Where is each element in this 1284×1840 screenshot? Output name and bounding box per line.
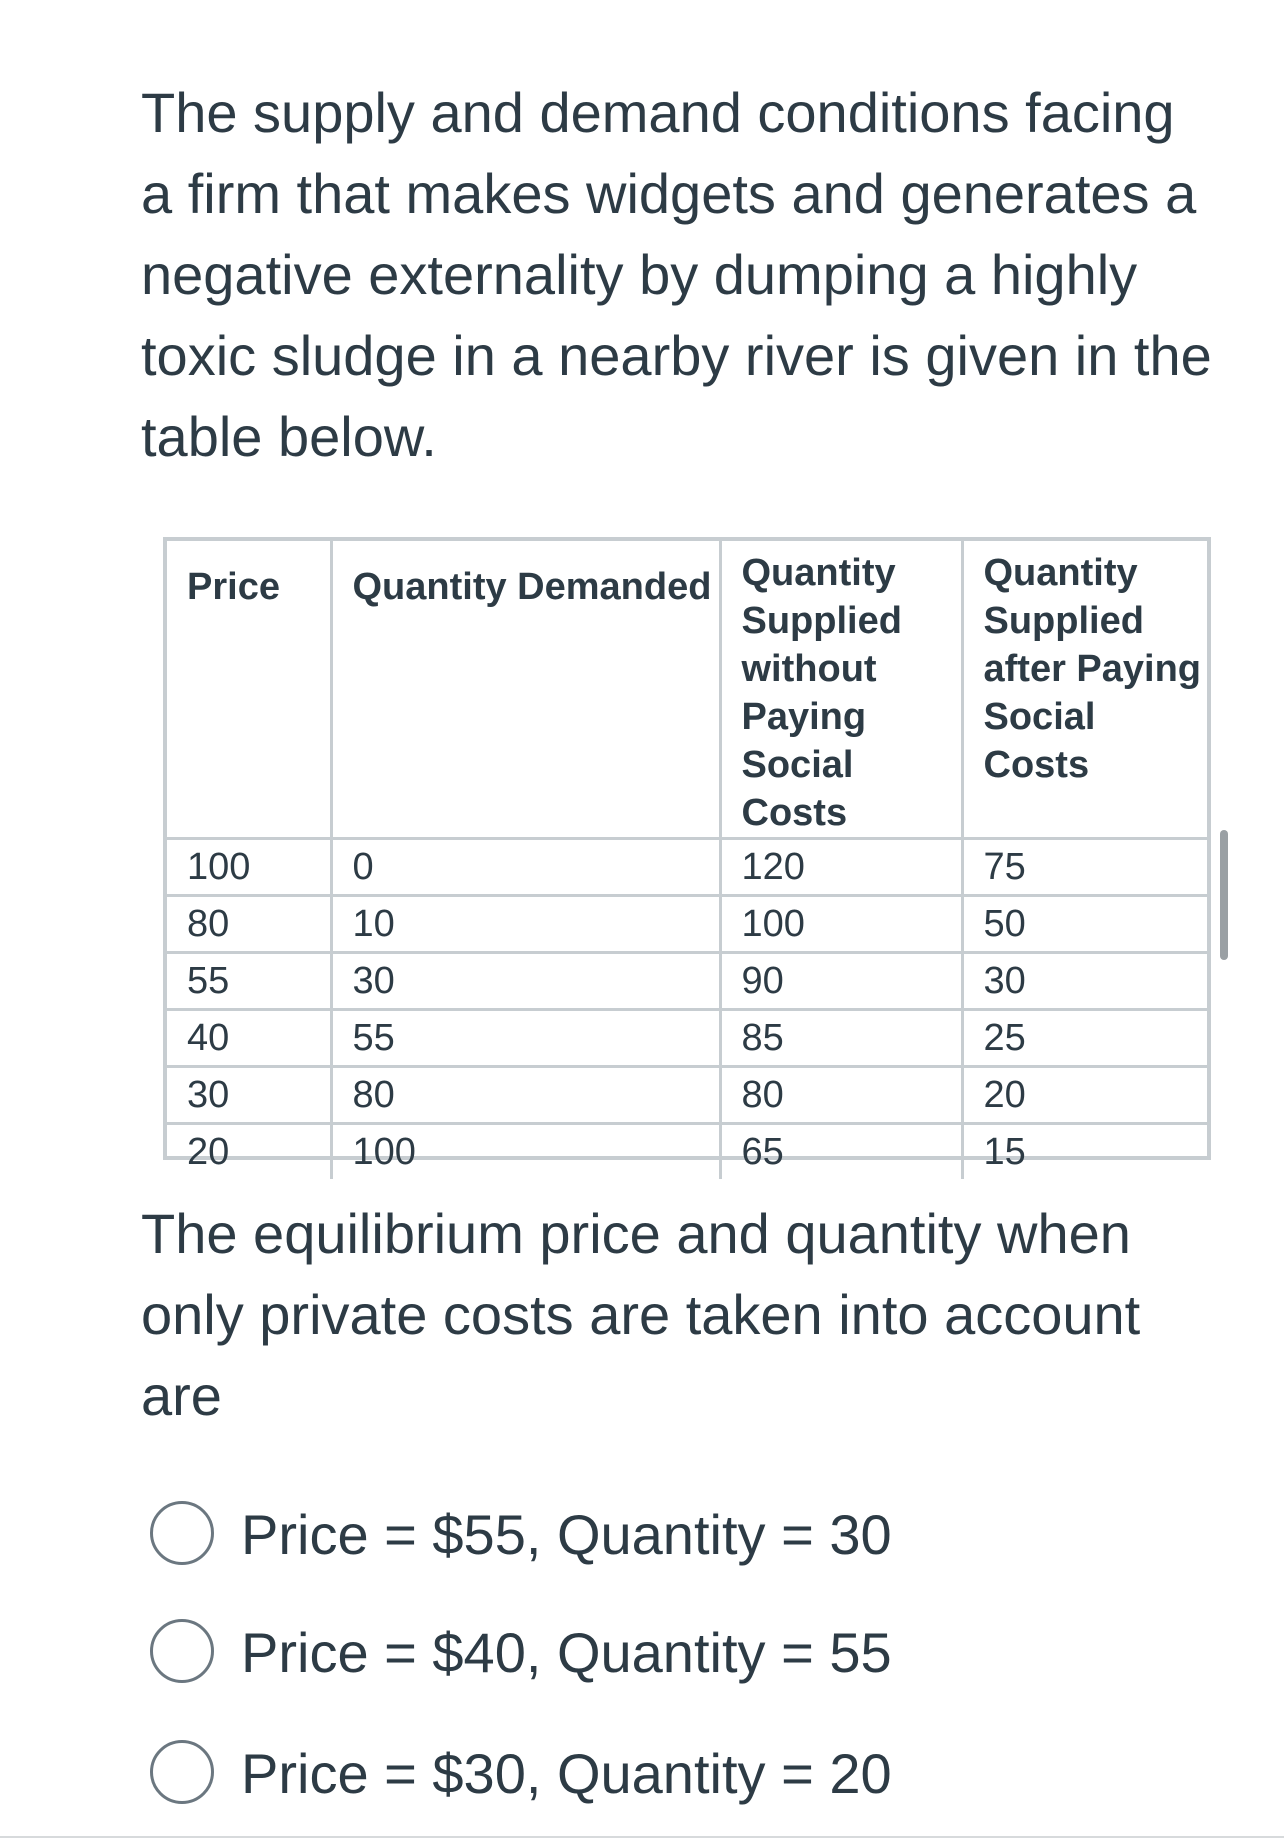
cell-price: 30: [167, 1067, 331, 1124]
cell-supplied-after: 75: [962, 839, 1207, 896]
cell-price: 40: [167, 1010, 331, 1067]
cell-quantity-demanded: 0: [331, 839, 720, 896]
cell-supplied-after: 50: [962, 896, 1207, 953]
answer-label[interactable]: Price = $40, Quantity = 55: [241, 1621, 892, 1684]
cell-supplied-without: 80: [720, 1067, 962, 1124]
cell-supplied-without: 100: [720, 896, 962, 953]
header-quantity-supplied-without-social-costs: Quantity Supplied without Paying Social Costs: [720, 541, 962, 839]
cell-price: 55: [167, 953, 331, 1010]
cell-quantity-demanded: 100: [331, 1124, 720, 1180]
supply-demand-table: [167, 541, 1207, 1179]
radio-button[interactable]: [150, 1740, 214, 1804]
cell-quantity-demanded: 55: [331, 1010, 720, 1067]
answer-label[interactable]: Price = $30, Quantity = 20: [241, 1742, 892, 1805]
cell-quantity-demanded: 10: [331, 896, 720, 953]
data-table-container: [163, 537, 1211, 1173]
header-quantity-supplied-after-social-costs: Quantity Supplied after Paying Social Costs: [962, 541, 1207, 839]
table-row: [167, 839, 1207, 896]
question-intro: The supply and demand conditions facing a firm that makes widgets and generates a negative externality by dumping a highly toxic sludge in a nearby river is given in the table below.: [141, 81, 1212, 468]
cell-supplied-without: 120: [720, 839, 962, 896]
answer-option[interactable]: [150, 1618, 1050, 1688]
cell-price: 20: [167, 1124, 331, 1180]
cell-price: 100: [167, 839, 331, 896]
table-row: [167, 953, 1207, 1010]
header-price: Price: [167, 541, 331, 839]
table-row: [167, 1124, 1207, 1180]
radio-button[interactable]: [150, 1501, 214, 1565]
cell-supplied-without: 85: [720, 1010, 962, 1067]
cell-supplied-after: 15: [962, 1124, 1207, 1180]
answer-option[interactable]: [150, 1739, 1050, 1809]
answer-label[interactable]: Price = $55, Quantity = 30: [241, 1503, 892, 1566]
cell-quantity-demanded: 30: [331, 953, 720, 1010]
answer-option[interactable]: [150, 1500, 1050, 1570]
header-quantity-demanded: Quantity Demanded: [331, 541, 720, 839]
cell-supplied-without: 90: [720, 953, 962, 1010]
bottom-divider: [0, 1836, 1284, 1838]
table-header-row: [167, 541, 1207, 839]
table-row: [167, 1010, 1207, 1067]
question-prompt: The equilibrium price and quantity when only private costs are taken into account are: [141, 1202, 1141, 1427]
cell-quantity-demanded: 80: [331, 1067, 720, 1124]
table-scrollbar[interactable]: [1220, 830, 1228, 960]
table-row: [167, 896, 1207, 953]
radio-button[interactable]: [150, 1619, 214, 1683]
cell-supplied-without: 65: [720, 1124, 962, 1180]
cell-supplied-after: 25: [962, 1010, 1207, 1067]
cell-price: 80: [167, 896, 331, 953]
cell-supplied-after: 20: [962, 1067, 1207, 1124]
cell-supplied-after: 30: [962, 953, 1207, 1010]
table-row: [167, 1067, 1207, 1124]
